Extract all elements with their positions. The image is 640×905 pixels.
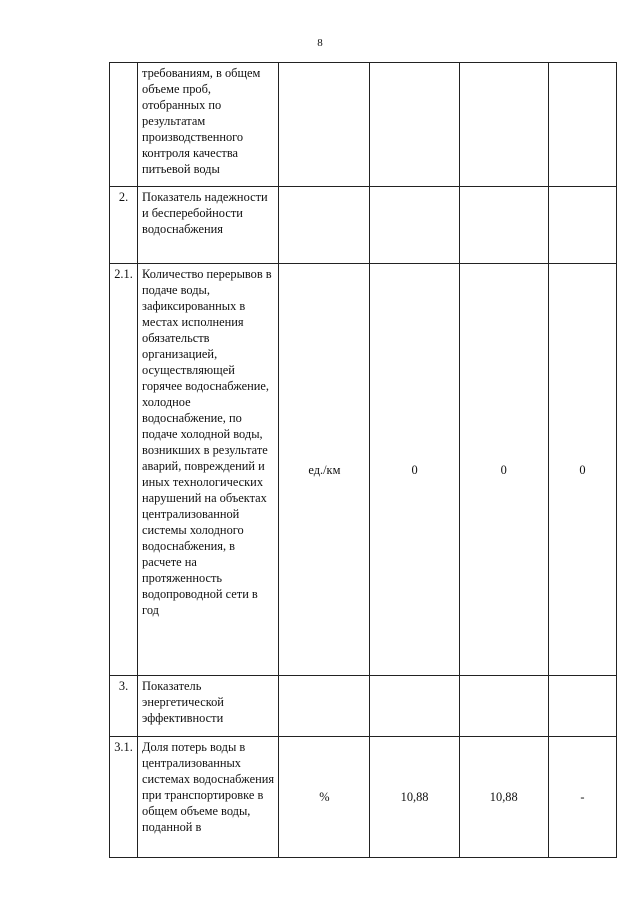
value-cell-2: 0 — [459, 264, 548, 676]
unit-cell — [279, 676, 370, 737]
unit-cell: % — [279, 737, 370, 858]
unit-cell — [279, 63, 370, 187]
table-row — [110, 63, 617, 187]
value-cell-3: - — [548, 737, 616, 858]
value-cell-2 — [459, 676, 548, 737]
indicator-name-cell: требованиям, в общем объеме проб, отобранных по результатам производственного контроля качества питьевой воды — [138, 63, 279, 187]
indicator-name-cell: Доля потерь воды в централизованных системах водоснабжения при транспортировке в общем объеме воды, поданной в — [138, 737, 279, 858]
row-number-cell: 3. — [110, 676, 138, 737]
row-number-cell — [110, 63, 138, 187]
table-row — [110, 264, 617, 676]
unit-cell — [279, 187, 370, 264]
indicator-name-cell: Количество перерывов в подаче воды, зафиксированных в местах исполнения обязательств организацией, осуществляющей горячее водоснабжение, холодное водоснабжение, по подаче холодной воды, возникших в результате аварий, повреждений и иных технологических нарушений на объектах централизованной системы холодного водоснабжения, в расчете на протяженность водопроводной сети в год — [138, 264, 279, 676]
value-cell-1: 0 — [370, 264, 459, 676]
value-cell-2 — [459, 63, 548, 187]
value-cell-1 — [370, 187, 459, 264]
value-cell-3 — [548, 187, 616, 264]
value-cell-1: 10,88 — [370, 737, 459, 858]
indicator-name-cell: Показатель энергетической эффективности — [138, 676, 279, 737]
value-cell-1 — [370, 676, 459, 737]
value-cell-3: 0 — [548, 264, 616, 676]
table-row — [110, 737, 617, 858]
unit-cell: ед./км — [279, 264, 370, 676]
row-number-cell: 2. — [110, 187, 138, 264]
table-row — [110, 187, 617, 264]
value-cell-1 — [370, 63, 459, 187]
indicators-table — [109, 62, 617, 858]
row-number-cell: 3.1. — [110, 737, 138, 858]
table-row — [110, 676, 617, 737]
value-cell-3 — [548, 676, 616, 737]
indicator-name-cell: Показатель надежности и бесперебойности водоснабжения — [138, 187, 279, 264]
value-cell-2: 10,88 — [459, 737, 548, 858]
page-number: 8 — [317, 37, 323, 49]
value-cell-2 — [459, 187, 548, 264]
value-cell-3 — [548, 63, 616, 187]
row-number-cell: 2.1. — [110, 264, 138, 676]
